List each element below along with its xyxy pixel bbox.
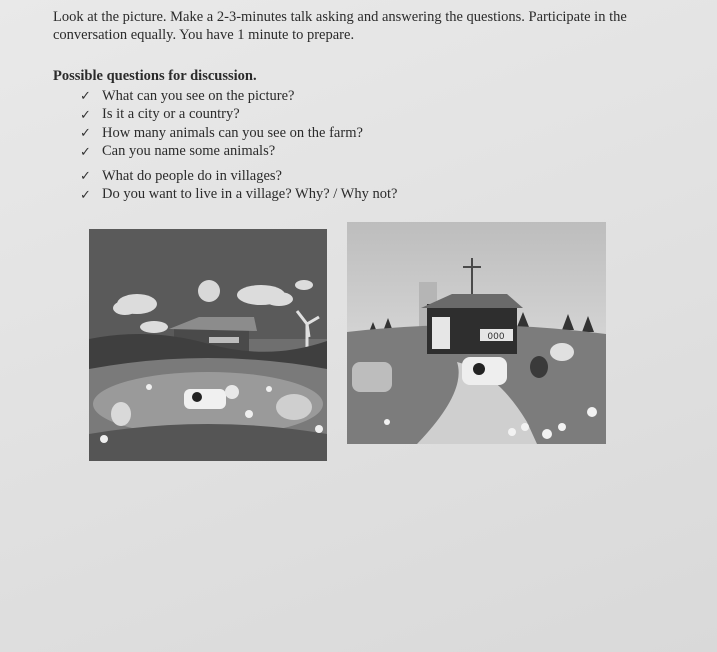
pig-icon [276, 394, 312, 420]
question-item: ✓ What can you see on the picture? [80, 87, 295, 104]
instructions-text: Look at the picture. Make a 2-3-minutes talk asking and answering the questions. Participate in the conversation equally. You have 1 minute to prepare. [53, 9, 627, 43]
question-item: ✓ Is it a city or a country? [80, 106, 240, 123]
chicken-icon [111, 402, 131, 426]
question-item: ✓ Do you want to live in a village? Why? / Why not? [80, 186, 398, 203]
question-item: ✓ Can you name some animals? [80, 143, 276, 160]
checkmark-icon: ✓ [80, 168, 91, 184]
farm-illustration-left [89, 229, 327, 461]
rooster-icon [530, 356, 548, 378]
cow-icon [462, 357, 507, 385]
question-item: ✓ What do people do in villages? [80, 167, 282, 184]
checkmark-icon: ✓ [80, 106, 91, 122]
checkmark-icon: ✓ [80, 143, 91, 159]
goat-icon [550, 343, 574, 361]
checkmark-icon: ✓ [80, 88, 91, 104]
horse-icon [352, 362, 392, 392]
checkmark-icon: ✓ [80, 125, 91, 141]
question-item: ✓ How many animals can you see on the farm? [80, 124, 363, 141]
farm-illustration-right [347, 222, 606, 444]
barn-icon [421, 294, 523, 354]
sun-icon [198, 280, 220, 302]
checkmark-icon: ✓ [80, 186, 91, 202]
barn-sign: 000 [487, 332, 505, 342]
questions-heading: Possible questions for discussion. [53, 68, 257, 84]
questions-list [80, 87, 397, 204]
